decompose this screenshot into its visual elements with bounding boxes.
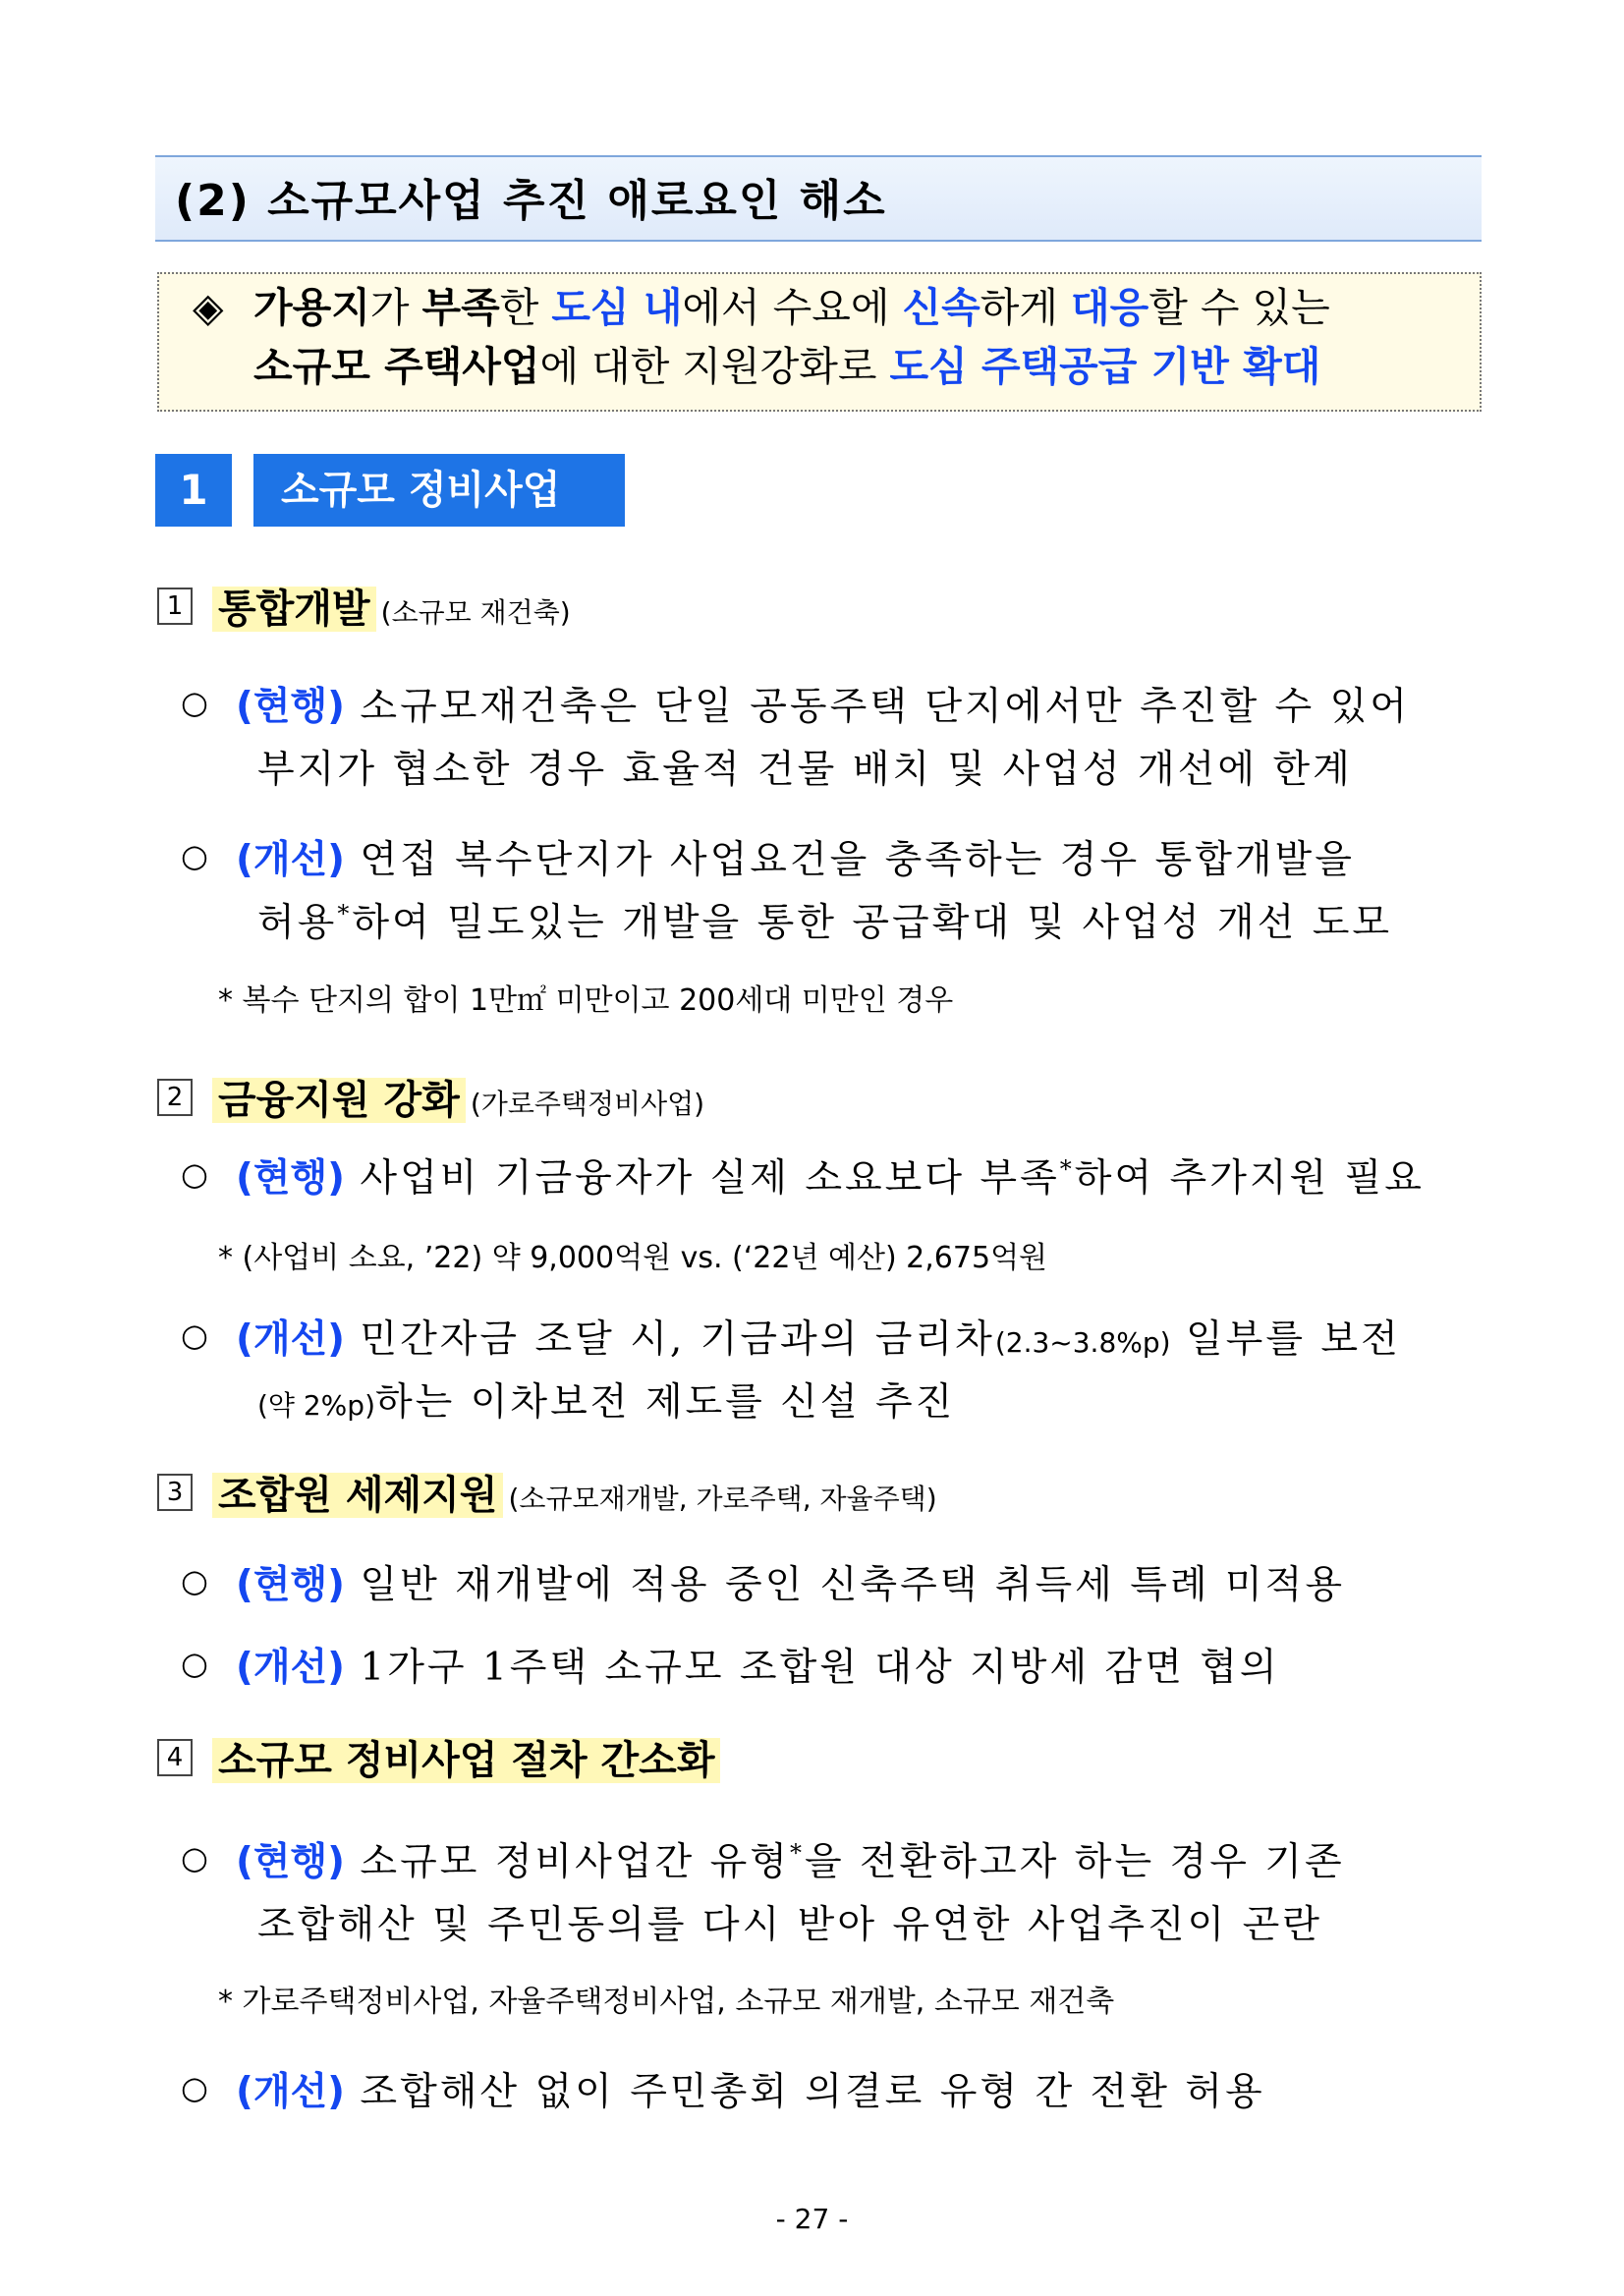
- bullet-circle: ○: [181, 1839, 208, 1876]
- bullet-line-cont: 조합해산 및 주민동의를 다시 받아 유연한 사업추진이 곤란: [257, 1903, 1322, 1947]
- bullet-line: [236, 2061, 1265, 2116]
- bullet-line: [236, 1637, 1280, 1692]
- bullet-circle: ○: [181, 837, 208, 874]
- item-heading: [212, 1729, 720, 1785]
- bullet-circle: ○: [181, 2069, 208, 2106]
- bullet-text: 민간자금 조달 시, 기금과의 금리차: [345, 1317, 995, 1362]
- summary-segment: 부족: [421, 284, 500, 331]
- bullet-text: 소규모재건축은 단일 공동주택 단지에서만 추진할 수 있어: [345, 685, 1410, 729]
- summary-segment: 하게: [980, 284, 1071, 331]
- current-tag: (현행): [236, 1840, 345, 1884]
- current-tag: (현행): [236, 1156, 345, 1201]
- rate-range: (2.3~3.8%p): [994, 1326, 1171, 1359]
- page-number: - 27 -: [775, 2203, 849, 2235]
- rate-value: (약 2%p): [257, 1389, 375, 1422]
- improve-tag: (개선): [236, 1646, 345, 1690]
- bullet-line-cont: 부지가 협소한 경우 효율적 건물 배치 및 사업성 개선에 한계: [257, 748, 1353, 792]
- current-tag: (현행): [236, 685, 345, 729]
- item-number-box: 3: [157, 1474, 193, 1511]
- footnote: * 복수 단지의 합이 1만㎡ 미만이고 200세대 미만인 경우: [218, 983, 954, 1018]
- footnote-star: *: [1059, 1155, 1075, 1183]
- item-subtitle: (가로주택정비사업): [470, 1088, 705, 1120]
- item-title: 소규모 정비사업 절차 간소화: [212, 1738, 720, 1783]
- bullet-text: 일반 재개발에 적용 중인 신축주택 취득세 특례 미적용: [345, 1563, 1346, 1607]
- summary-line-2: [253, 337, 1320, 396]
- bullet-text: 하는 이차보전 제도를 신설 추진: [375, 1380, 956, 1425]
- footnote: * 가로주택정비사업, 자율주택정비사업, 소규모 재개발, 소규모 재건축: [218, 1985, 1115, 2019]
- section-title: (2) 소규모사업 추진 애로요인 해소: [175, 176, 887, 226]
- bullet-text: 하여 추가지원 필요: [1074, 1156, 1425, 1201]
- item-subtitle: (소규모 재건축): [380, 596, 571, 629]
- footnote: * (사업비 소요, ’22) 약 9,000억원 vs. (‘22년 예산) 2,675억원: [218, 1241, 1048, 1275]
- bullet-text: 허용: [257, 901, 338, 945]
- chapter-number: 1: [155, 454, 232, 527]
- bullet-text: 연접 복수단지가 사업요건을 충족하는 경우 통합개발을: [345, 838, 1355, 882]
- bullet-text: 1가구 1주택 소규모 조합원 대상 지방세 감면 협의: [345, 1646, 1280, 1690]
- item-title: 조합원 세제지원: [212, 1473, 503, 1518]
- item-title: 금융지원 강화: [212, 1078, 466, 1123]
- bullet-circle: ○: [181, 684, 208, 721]
- item-subtitle: (소규모재개발, 가로주택, 자율주택): [508, 1483, 937, 1515]
- bullet-line: [236, 1309, 1401, 1364]
- chapter-title: 소규모 정비사업: [253, 454, 625, 527]
- bullet-text: 조합해산 없이 주민총회 의결로 유형 간 전환 허용: [345, 2070, 1265, 2114]
- summary-segment: 도심 주택공급 기반 확대: [889, 343, 1321, 390]
- summary-segment: 도심 내: [551, 284, 683, 331]
- summary-segment: 소규모 주택사업: [253, 343, 540, 390]
- summary-segment: 대응: [1071, 284, 1149, 331]
- bullet-circle: ○: [181, 1155, 208, 1193]
- summary-line-1: [253, 278, 1330, 337]
- summary-segment: 에서 수요에: [682, 284, 903, 331]
- bullet-line-cont: [257, 892, 1392, 947]
- bullet-line: [236, 1554, 1345, 1609]
- summary-segment: 한: [499, 284, 552, 331]
- bullet-text: 을 전환하고자 하는 경우 기존: [804, 1840, 1345, 1884]
- bullet-line: [236, 829, 1355, 884]
- item-title: 통합개발: [212, 587, 376, 632]
- improve-tag: (개선): [236, 1317, 345, 1362]
- bullet-line: [236, 1831, 1345, 1886]
- bullet-circle: ○: [181, 1562, 208, 1599]
- bullet-line-cont: [257, 1372, 955, 1427]
- item-heading: [212, 1464, 937, 1520]
- summary-marker: ◈: [193, 284, 224, 331]
- bullet-text: 일부를 보전: [1170, 1317, 1401, 1362]
- improve-tag: (개선): [236, 838, 345, 882]
- summary-segment: 할 수 있는: [1148, 284, 1330, 331]
- bullet-text: 하여 밀도있는 개발을 통한 공급확대 및 사업성 개선 도모: [352, 901, 1393, 945]
- bullet-line: [236, 676, 1410, 731]
- summary-segment: 가: [369, 284, 422, 331]
- footnote-star: *: [337, 900, 353, 927]
- bullet-text: 사업비 기금융자가 실제 소요보다 부족: [345, 1156, 1060, 1201]
- item-number-box: 2: [157, 1079, 193, 1116]
- current-tag: (현행): [236, 1563, 345, 1607]
- item-number-box: 4: [157, 1739, 193, 1776]
- item-heading: [212, 578, 571, 634]
- bullet-circle: ○: [181, 1316, 208, 1354]
- bullet-line: [236, 1148, 1425, 1203]
- item-number-box: 1: [157, 588, 193, 625]
- footnote-star: *: [789, 1839, 805, 1867]
- summary-segment: 에 대한 지원강화로: [539, 343, 890, 390]
- summary-segment: 가용지: [253, 284, 370, 331]
- bullet-text: 소규모 정비사업간 유형: [345, 1840, 790, 1884]
- bullet-circle: ○: [181, 1645, 208, 1682]
- improve-tag: (개선): [236, 2070, 345, 2114]
- summary-segment: 신속: [902, 284, 980, 331]
- item-heading: [212, 1069, 704, 1125]
